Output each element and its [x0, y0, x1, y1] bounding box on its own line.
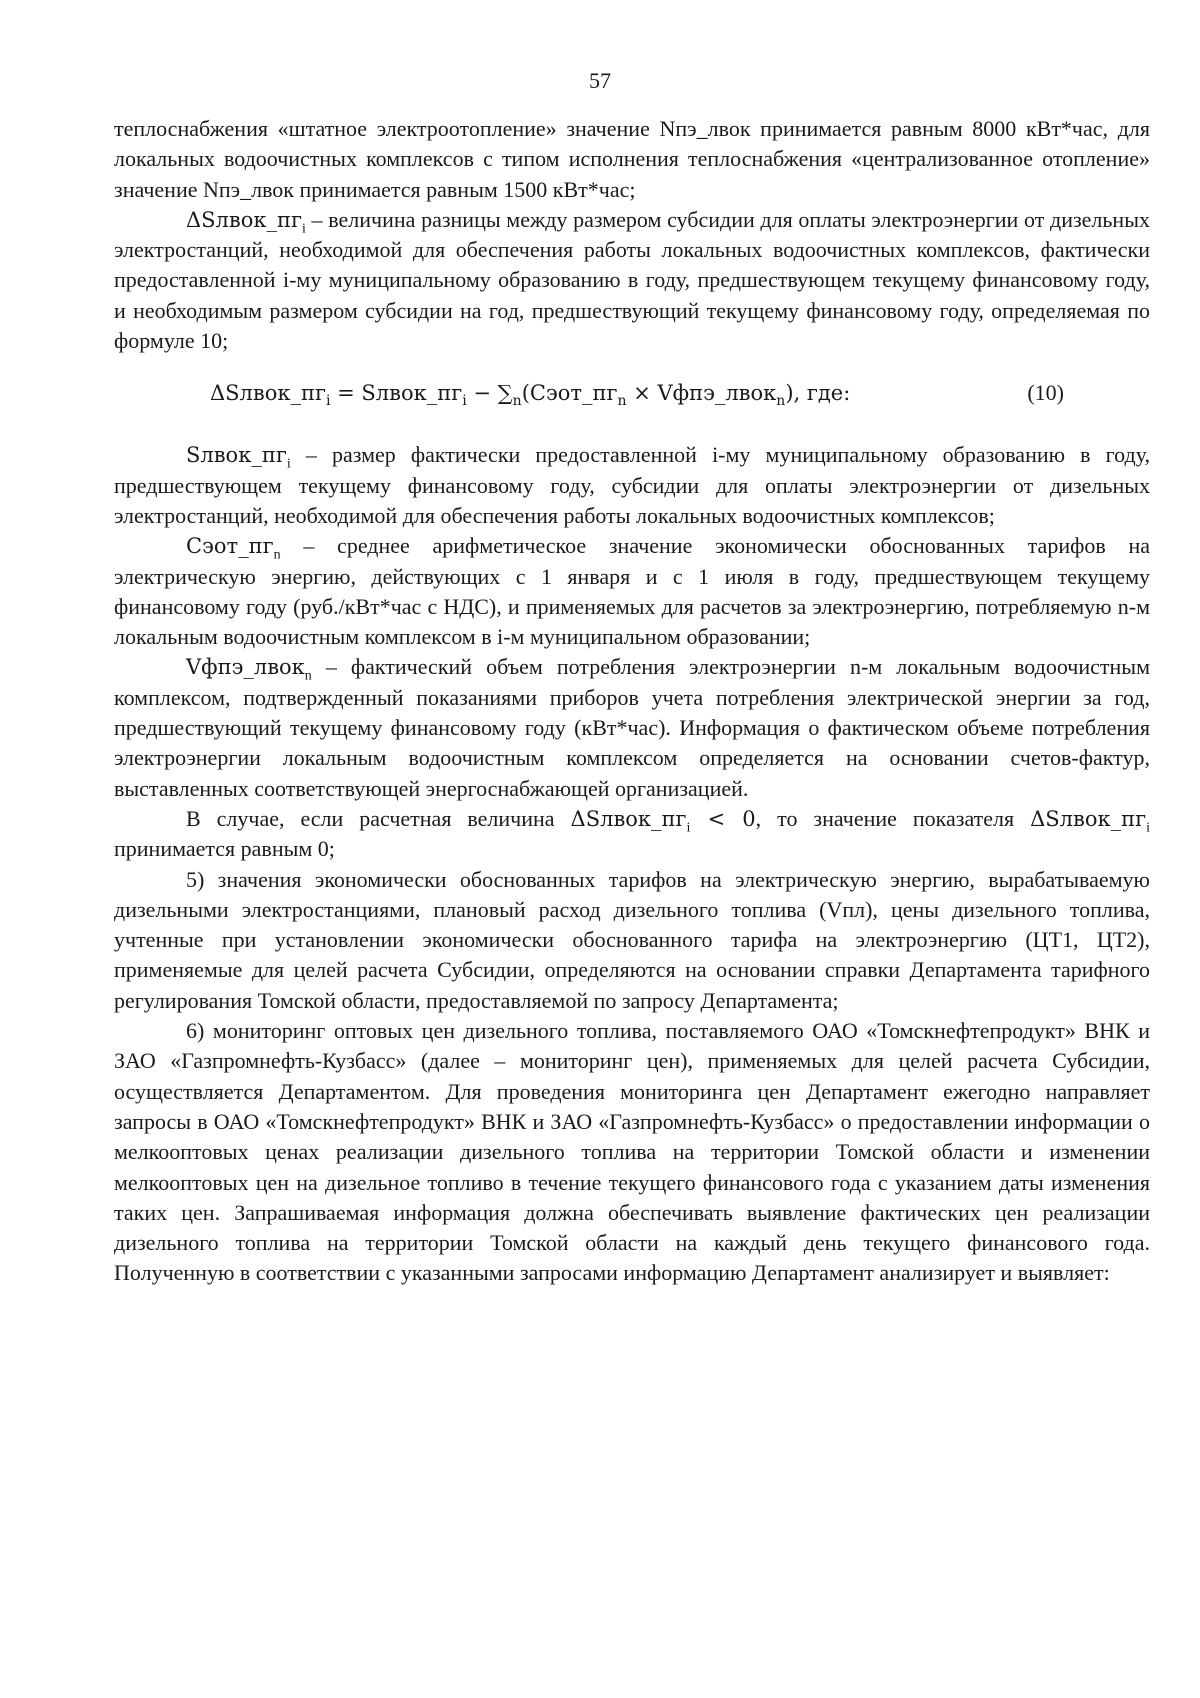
paragraph-tariff-definition — [114, 531, 1150, 652]
paragraph-item-5: 5) значения экономически обоснованных тарифов на электрическую энергию, вырабатываемую дизельными электростанциями, плановый расход дизельного топлива (Vпл), цены дизельного топлива, учтенные при установлении экономически обоснованного тарифа на электроэнергию (ЦТ1, ЦТ2), применяемые для целей расчета Субсидии, определяются на основании справки Департамента тарифного регулирования Томской области, предоставляемой по запросу Департамента; — [114, 866, 1150, 1013]
paragraph-item-6: 6) мониторинг оптовых цен дизельного топлива, поставляемого ОАО «Томскнефтепродукт» ВНК и ЗАО «Газпромнефть-Кузбасс» (далее – мониторинг цен), применяемых для целей расчета Субсидии, осуществляется Департаментом. Для проведения мониторинга цен Департамент ежегодно направляет запросы в ОАО «Томскнефтепродукт» ВНК и ЗАО «Газпромнефть-Кузбасс» о предоставлении информации о мелкооптовых ценах реализации дизельного топлива на территории Томской области и изменении мелкооптовых цен на дизельное топливо в течение текущего финансового года с указанием даты изменения таких цен. Запрашиваемая информация должна обеспечивать выявление фактических цен реализации дизельного топлива на территории Томской области на каждый день текущего финансового года. Полученную в соответствии с указанными запросами информацию Департамент анализирует и выявляет: — [114, 1018, 1150, 1286]
paragraph-nominal-consumption: теплоснабжения «штатное электроотопление» значение Nпэ_лвок принимается равным 8000 кВт*час, для локальных водоочистных комплексов с типом исполнения теплоснабжения «централизованное отопление» значение Nпэ_лвок принимается равным 1500 кВт*час; — [114, 116, 1150, 202]
formula-term-3: × Vфпэ_лвок — [626, 381, 777, 406]
text-segment: , то значение показателя — [755, 805, 1031, 831]
formula-number: (10) — [1027, 380, 1064, 406]
symbol-delta-s: ΔSлвок_пг — [186, 207, 302, 232]
symbol-delta-s: ΔSлвок_пг — [570, 806, 687, 831]
formula-term-2: (Сэот_пг — [521, 381, 618, 406]
definition-text: – величина разницы между размером субсидии для оплаты электроэнергии от дизельных электростанций, необходимой для обеспечения работы локальных водоочистных комплексов, фактически предоставленной i-му муниципальному образованию в году, предшествующем текущему финансовому году, и необходимым размером субсидии на год, предшествующий текущему финансовому году, определяемая по формуле 10; — [114, 206, 1150, 354]
symbol-delta-s: ΔSлвок_пг — [1030, 806, 1147, 831]
formula-tail: ), где: — [785, 381, 851, 406]
symbol-seot: Сэот_пг — [186, 534, 274, 559]
paragraph-delta-definition — [114, 205, 1150, 356]
formula-lhs: ΔSлвок_пг — [210, 381, 326, 406]
formula-equals: = — [330, 381, 362, 406]
definition-text: – фактический объем потребления электроэнергии n-м локальным водоочистным комплексом, подтвержденный показаниями приборов учета потребления электрической энергии за год, предшествующий текущему финансовому году (кВт*час). Информация о фактическом объеме потребления электроэнергии локальным водоочистным комплексом определяется на основании счетов-фактур, выставленных соответствующей энергоснабжающей организацией. — [114, 654, 1150, 801]
symbol-subscript: i — [686, 820, 691, 836]
formula-expression — [210, 378, 850, 408]
formula-sum-sub: n — [512, 393, 522, 410]
formula-term-2-sub: n — [617, 393, 627, 410]
definition-text: – среднее арифметическое значение экономически обоснованных тарифов на электрическую энергию, действующих с 1 января и с 1 июля в году, предшествующем текущему финансовому году (руб./кВт*час с НДС), и применяемых для расчетов за электроэнергию, потребляемую n-м локальным водоочистным комплексом в i-м муниципальном образовании; — [114, 533, 1150, 650]
text-segment: принимается равным 0; — [114, 836, 335, 862]
formula-minus-sum: − ∑ — [466, 381, 513, 406]
symbol-subscript: n — [273, 547, 281, 563]
formula-lhs-sub: i — [325, 393, 331, 410]
formula-term-1: Sлвок_пг — [361, 381, 463, 406]
symbol-subscript: i — [301, 221, 306, 237]
formula-term-1-sub: i — [462, 393, 467, 410]
text-segment: В случае, если расчетная величина — [186, 805, 571, 831]
comparison: < 0 — [690, 806, 756, 831]
symbol-vfpe: Vфпэ_лвок — [186, 655, 305, 680]
formula-term-3-sub: n — [776, 393, 786, 410]
formula-10 — [114, 378, 1150, 408]
symbol-subscript: i — [286, 456, 291, 472]
document-body — [114, 114, 1150, 1289]
symbol-subscript: i — [1146, 820, 1150, 836]
symbol-subscript: n — [304, 668, 312, 684]
page-number: 57 — [589, 68, 611, 93]
symbol-s: Sлвок_пг — [186, 443, 287, 468]
paragraph-negative-case — [114, 804, 1150, 865]
definition-text: – размер фактически предоставленной i-му муниципальному образованию в году, предшествующем текущему финансовому году, субсидии для оплаты электроэнергии от дизельных электростанций, необходимой для обеспечения работы локальных водоочистных комплексов; — [114, 442, 1150, 528]
paragraph-volume-definition — [114, 652, 1150, 803]
paragraph-s-definition — [114, 440, 1150, 531]
